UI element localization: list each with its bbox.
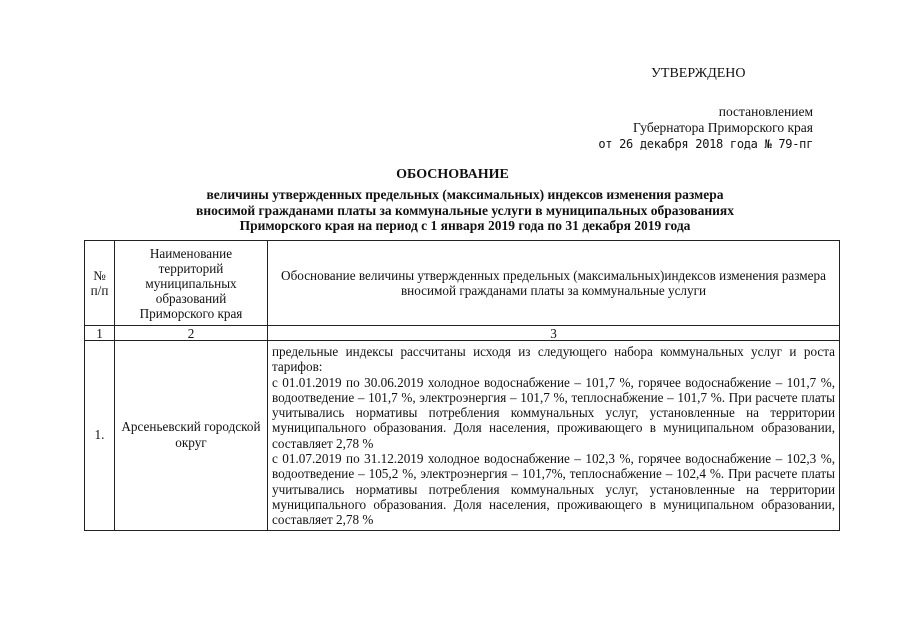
approval-line-2: Губернатора Приморского края <box>633 120 813 135</box>
table-header-row <box>85 241 840 326</box>
header-territory: Наименование территорий муниципальных образований Приморского края <box>115 241 268 326</box>
header-justification: Обоснование величины утвержденных предельных (максимальных)индексов изменения размера вносимой гражданами платы за коммунальные услуги <box>268 241 840 326</box>
row-territory-name: Арсеньевский городской округ <box>115 341 268 531</box>
justification-table <box>84 240 840 531</box>
justification-period-1: с 01.01.2019 по 30.06.2019 холодное водоснабжение – 101,7 %, горячее водоснабжение – 101,7 %, водоотведение – 101,7 %, электроэнергия – 101,7 %, теплоснабжение – 101,7 %. При расчете платы учитывались нормативы потребления коммунальных услуг, установленные на территории муниципального образования. Доля населения, проживающего в муниципальном образовании, составляет 2,78 % <box>272 374 835 451</box>
approved-label: УТВЕРЖДЕНО <box>651 66 746 81</box>
subtitle-line-1: величины утвержденных предельных (максимальных) индексов изменения размера <box>206 187 724 202</box>
approval-block <box>598 104 813 152</box>
document-title: ОБОСНОВАНИЕ <box>396 167 509 182</box>
subtitle-line-2: вносимой гражданами платы за коммунальные услуги в муниципальных образованиях <box>196 202 734 218</box>
row-number: 1. <box>85 341 115 531</box>
column-number-1: 1 <box>85 326 115 341</box>
justification-intro: предельные индексы рассчитаны исходя из следующего набора коммунальных услуг и роста тарифов: <box>272 344 835 375</box>
row-justification <box>268 341 840 531</box>
document-subtitle <box>150 187 780 234</box>
column-number-row <box>85 326 840 341</box>
approval-line-3: от 26 декабря 2018 года № 79-пг <box>598 137 813 151</box>
column-number-2: 2 <box>115 326 268 341</box>
approval-line-1: постановлением <box>718 104 813 119</box>
justification-period-2: с 01.07.2019 по 31.12.2019 холодное водоснабжение – 102,3 %, горячее водоснабжение – 102,3 %, водоотведение – 105,2 %, электроэнергия – 101,7%, теплоснабжение – 102,4 %. При расчете платы учитывались нормативы потребления коммунальных услуг, установленные на территории муниципального образования. Доля населения, проживающего в муниципальном образовании, составляет 2,78 % <box>272 451 835 528</box>
column-number-3: 3 <box>268 326 840 341</box>
header-number: № п/п <box>85 241 115 326</box>
table-row <box>85 341 840 531</box>
subtitle-line-3: Приморского края на период с 1 января 2019 года по 31 декабря 2019 года <box>239 218 691 233</box>
